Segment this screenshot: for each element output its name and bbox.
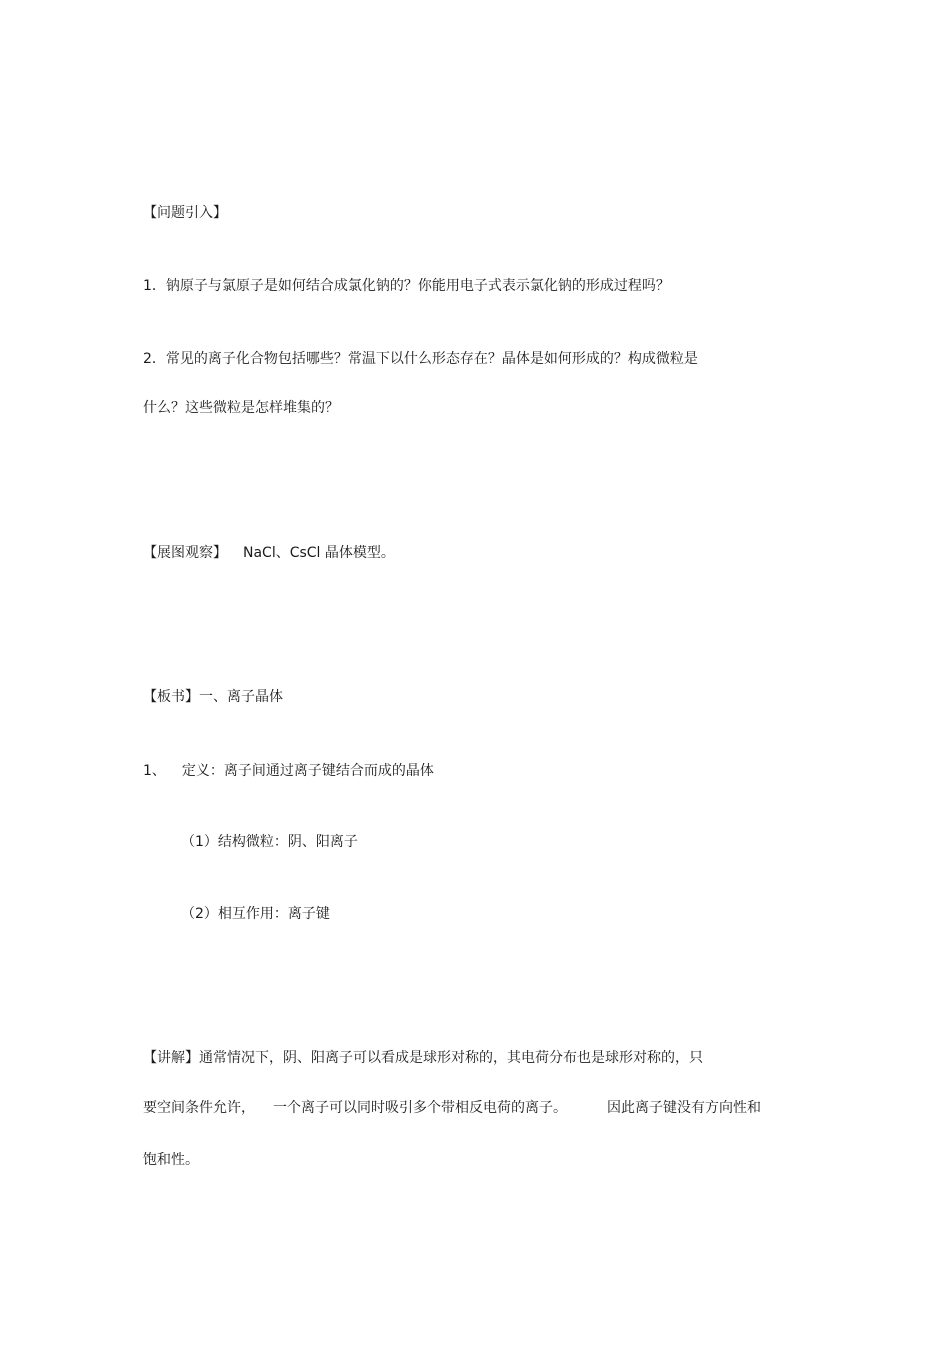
interaction-item: （2）相互作用：离子键: [181, 906, 330, 922]
question-1: 1．钠原子与氯原子是如何结合成氯化钠的？你能用电子式表示氯化钠的形成过程吗？: [143, 278, 670, 294]
question-2-line-1: 2．常见的离子化合物包括哪些？常温下以什么形态存在？晶体是如何形成的？构成微粒是: [143, 351, 698, 367]
board-heading: 【板书】一、离子晶体: [143, 689, 283, 705]
observe-heading: 【展图观察】: [143, 545, 227, 561]
observe-line: [143, 544, 395, 562]
observe-text: NaCl、CsCl 晶体模型。: [243, 545, 395, 561]
explain-line-2-part-c: 因此离子键没有方向性和: [607, 1100, 761, 1116]
intro-heading: 【问题引入】: [143, 205, 227, 221]
explain-line-1: 【讲解】通常情况下，阴、阳离子可以看成是球形对称的，其电荷分布也是球形对称的，只: [143, 1050, 703, 1066]
structure-particles-item: （1）结构微粒：阴、阳离子: [181, 834, 358, 850]
explain-line-2-part-a: 要空间条件允许，: [143, 1100, 255, 1116]
definition-text: 定义：离子间通过离子键结合而成的晶体: [181, 763, 434, 779]
explain-line-2-part-b: 一个离子可以同时吸引多个带相反电荷的离子。: [273, 1100, 567, 1116]
question-2-line-2: 什么？这些微粒是怎样堆集的？: [143, 400, 339, 416]
definition-line: [143, 762, 434, 780]
explain-line-2: [143, 1099, 761, 1117]
explain-line-3: 饱和性。: [143, 1152, 199, 1168]
definition-number: 1、: [143, 763, 166, 779]
